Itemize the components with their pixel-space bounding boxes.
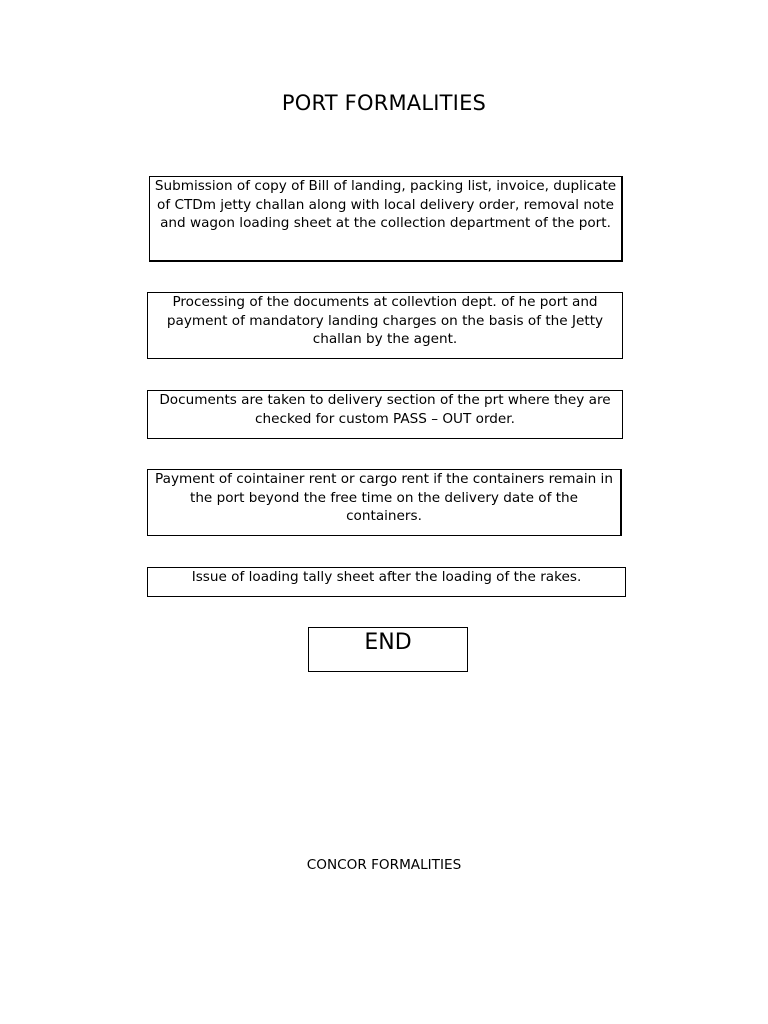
step-3-box: Documents are taken to delivery section of the prt where they are checked for custom PASS – OUT order. — [147, 390, 623, 439]
page-title: PORT FORMALITIES — [281, 91, 487, 115]
section-heading-concor: CONCOR FORMALITIES — [306, 857, 462, 873]
step-1-box: Submission of copy of Bill of landing, packing list, invoice, duplicate of CTDm jetty challan along with local delivery order, removal note and wagon loading sheet at the collection department of the port. — [149, 176, 623, 262]
step-2-box: Processing of the documents at collevtion dept. of he port and payment of mandatory landing charges on the basis of the Jetty challan by the agent. — [147, 292, 623, 359]
end-box: END — [308, 627, 468, 672]
step-4-box: Payment of cointainer rent or cargo rent if the containers remain in the port beyond the free time on the delivery date of the containers. — [147, 469, 622, 536]
step-5-box: Issue of loading tally sheet after the loading of the rakes. — [147, 567, 626, 597]
